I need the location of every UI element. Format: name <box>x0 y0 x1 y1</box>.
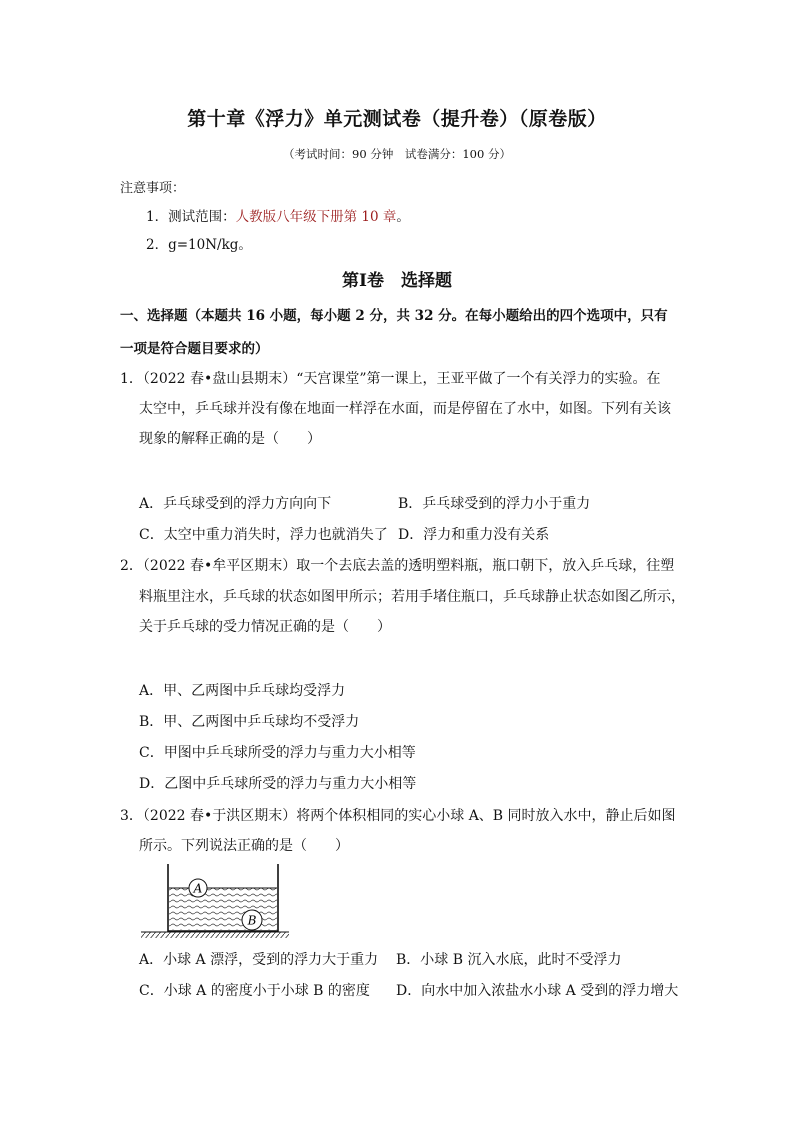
exam-info: （考试时间：90 分钟 试卷满分：100 分） <box>283 147 511 161</box>
note-item-1-prefix: 1．测试范围： <box>146 209 236 225</box>
question-1-line-1: 1．（2022 春•盘山县期末）“天宫课堂”第一课上，王亚平做了一个有关浮力的实验。在 <box>120 371 661 387</box>
question-1-line-2: 太空中，乒乓球并没有像在地面一样浮在水面，而是停留在了水中，如图。下列有关该 <box>139 401 671 417</box>
question-1-option-a: A．乒乓球受到的浮力方向向下 <box>139 496 332 512</box>
ground-hatching <box>141 932 289 938</box>
question-2-line-1: 2．（2022 春•牟平区期末）取一个去底去盖的透明塑料瓶，瓶口朝下，放入乒乓球，往塑 <box>120 558 675 574</box>
container-with-balls-figure <box>139 862 291 942</box>
question-3-option-b: B．小球 B 沉入水底，此时不受浮力 <box>396 952 622 968</box>
note-item-1 <box>146 205 410 225</box>
question-3-option-d: D．向水中加入浓盐水小球 A 受到的浮力增大 <box>396 983 679 999</box>
ball-a-label: A <box>193 881 203 896</box>
question-2-option-c: C．甲图中乒乓球所受的浮力与重力大小相等 <box>139 745 416 761</box>
note-item-1-scope: 人教版八年级下册第 10 章 <box>235 209 397 225</box>
question-2-option-b: B．甲、乙两图中乒乓球均不受浮力 <box>139 714 360 730</box>
question-1-option-c: C．太空中重力消失时，浮力也就消失了 <box>139 527 388 543</box>
question-2-option-d: D．乙图中乒乓球所受的浮力与重力大小相等 <box>139 776 417 792</box>
question-3-line-2: 所示。下列说法正确的是（ ） <box>139 838 349 854</box>
question-2-line-3: 关于乒乓球的受力情况正确的是（ ） <box>139 619 391 635</box>
ball-b-label: B <box>247 913 257 928</box>
question-2-option-a: A．甲、乙两图中乒乓球均受浮力 <box>139 683 346 699</box>
question-2-line-2: 料瓶里注水，乒乓球的状态如图甲所示；若用手堵住瓶口，乒乓球静止状态如图乙所示， <box>139 589 685 605</box>
question-1-line-3: 现象的解释正确的是（ ） <box>139 431 321 447</box>
question-1-option-b: B．乒乓球受到的浮力小于重力 <box>398 496 591 512</box>
part-instructions-line-1: 一、选择题（本题共 16 小题，每小题 2 分，共 32 分。在每小题给出的四个选项中，只有 <box>120 308 668 324</box>
question-1-option-d: D．浮力和重力没有关系 <box>398 527 550 543</box>
note-item-1-suffix: 。 <box>396 209 410 225</box>
page-title: 第十章《浮力》单元测试卷（提升卷）（原卷版） <box>187 108 607 130</box>
question-3-option-a: A．小球 A 漂浮，受到的浮力大于重力 <box>139 952 379 968</box>
note-item-2: 2．g=10N/kg。 <box>146 237 252 253</box>
part-instructions-line-2: 一项是符合题目要求的） <box>120 341 269 357</box>
question-3-line-1: 3．（2022 春•于洪区期末）将两个体积相同的实心小球 A、B 同时放入水中，静止后如图 <box>120 808 676 824</box>
question-3-option-c: C．小球 A 的密度小于小球 B 的密度 <box>139 983 370 999</box>
notes-heading: 注意事项： <box>120 181 186 196</box>
section-title: 第Ⅰ卷 选择题 <box>342 271 452 291</box>
